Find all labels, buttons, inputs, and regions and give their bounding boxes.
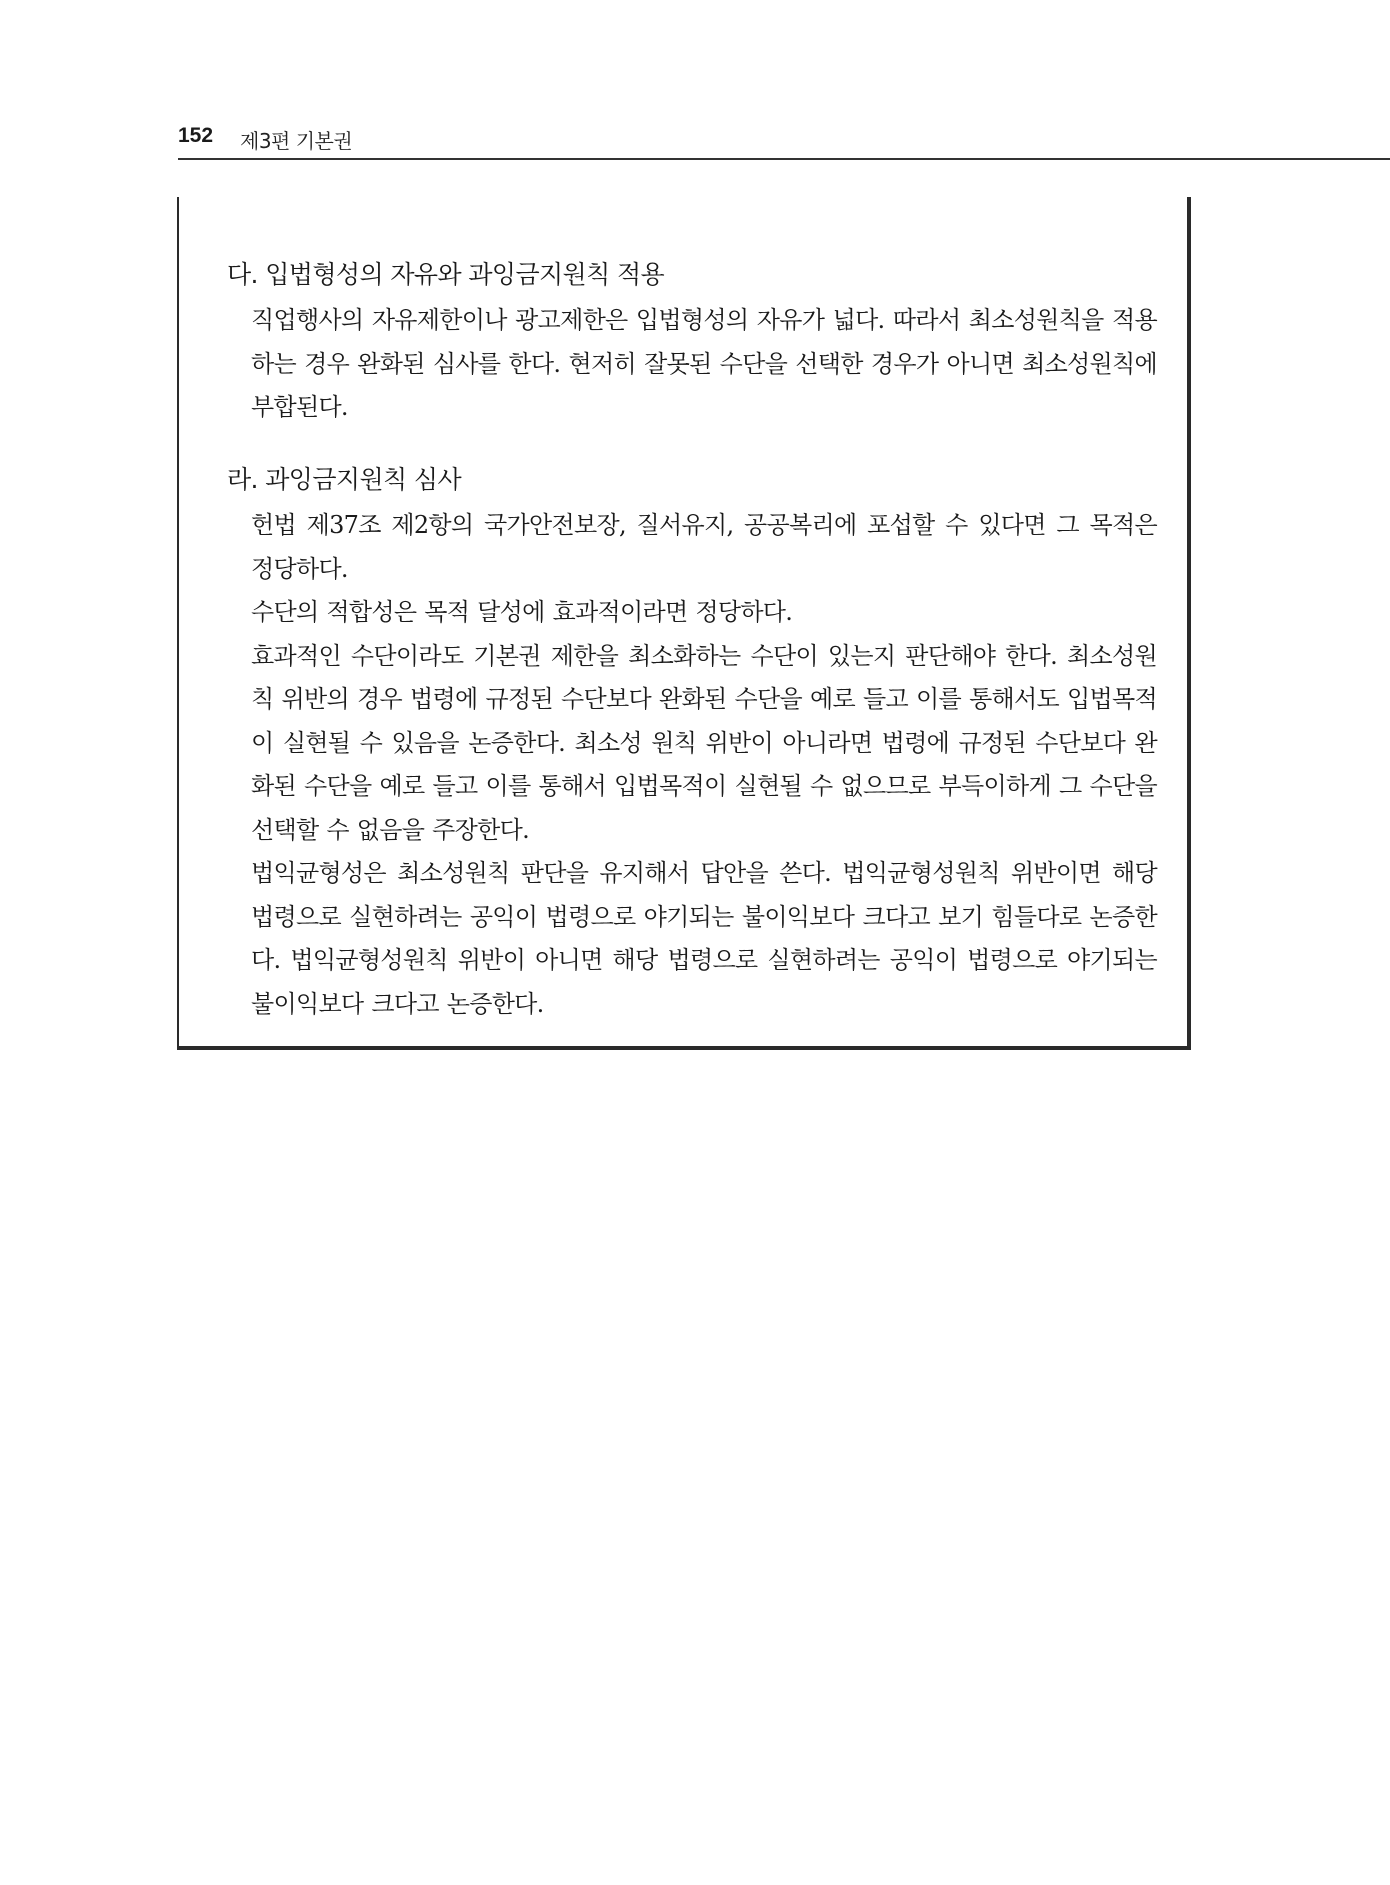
section-body: [251, 504, 1157, 1026]
paragraph: 효과적인 수단이라도 기본권 제한을 최소화하는 수단이 있는지 판단해야 한다. 최소성원칙 위반의 경우 법령에 규정된 수단보다 완화된 수단을 예로 들고 이를 통해서도 입법목적이 실현될 수 있음을 논증한다. 최소성 원칙 위반이 아니라면 법령에 규정된 수단보다 완화된 수단을 예로 들고 이를 통해서 입법목적이 실현될 수 없으므로 부득이하게 그 수단을 선택할 수 없음을 주장한다.: [251, 641, 1157, 844]
paragraph: 수단의 적합성은 목적 달성에 효과적이라면 정당하다.: [251, 598, 793, 626]
paragraph: 직업행사의 자유제한이나 광고제한은 입법형성의 자유가 넓다. 따라서 최소성원칙을 적용하는 경우 완화된 심사를 한다. 현저히 잘못된 수단을 선택한 경우가 아니면 최소성원칙에 부합된다.: [251, 306, 1157, 421]
section-heading: 다. 입법형성의 자유와 과잉금지원칙 적용: [227, 260, 665, 289]
section-proportionality-review: [227, 462, 1157, 1026]
running-title: 제3편 기본권: [240, 129, 353, 153]
paragraph: 법익균형성은 최소성원칙 판단을 유지해서 답안을 쓴다. 법익균형성원칙 위반이면 해당 법령으로 실현하려는 공익이 법령으로 야기되는 불이익보다 크다고 보기 힘들다로 논증한다. 법익균형성원칙 위반이 아니면 해당 법령으로 실현하려는 공익이 법령으로 야기되는 불이익보다 크다고 논증한다.: [251, 859, 1158, 1018]
content-box: [177, 197, 1191, 1050]
section-legislative-discretion: [227, 257, 1157, 430]
section-heading: 라. 과잉금지원칙 심사: [227, 465, 461, 494]
page-number: 152: [178, 124, 214, 147]
page-header: [178, 120, 1390, 160]
paragraph: 헌법 제37조 제2항의 국가안전보장, 질서유지, 공공복리에 포섭할 수 있다면 그 목적은 정당하다.: [251, 511, 1157, 583]
section-body: [251, 299, 1157, 430]
